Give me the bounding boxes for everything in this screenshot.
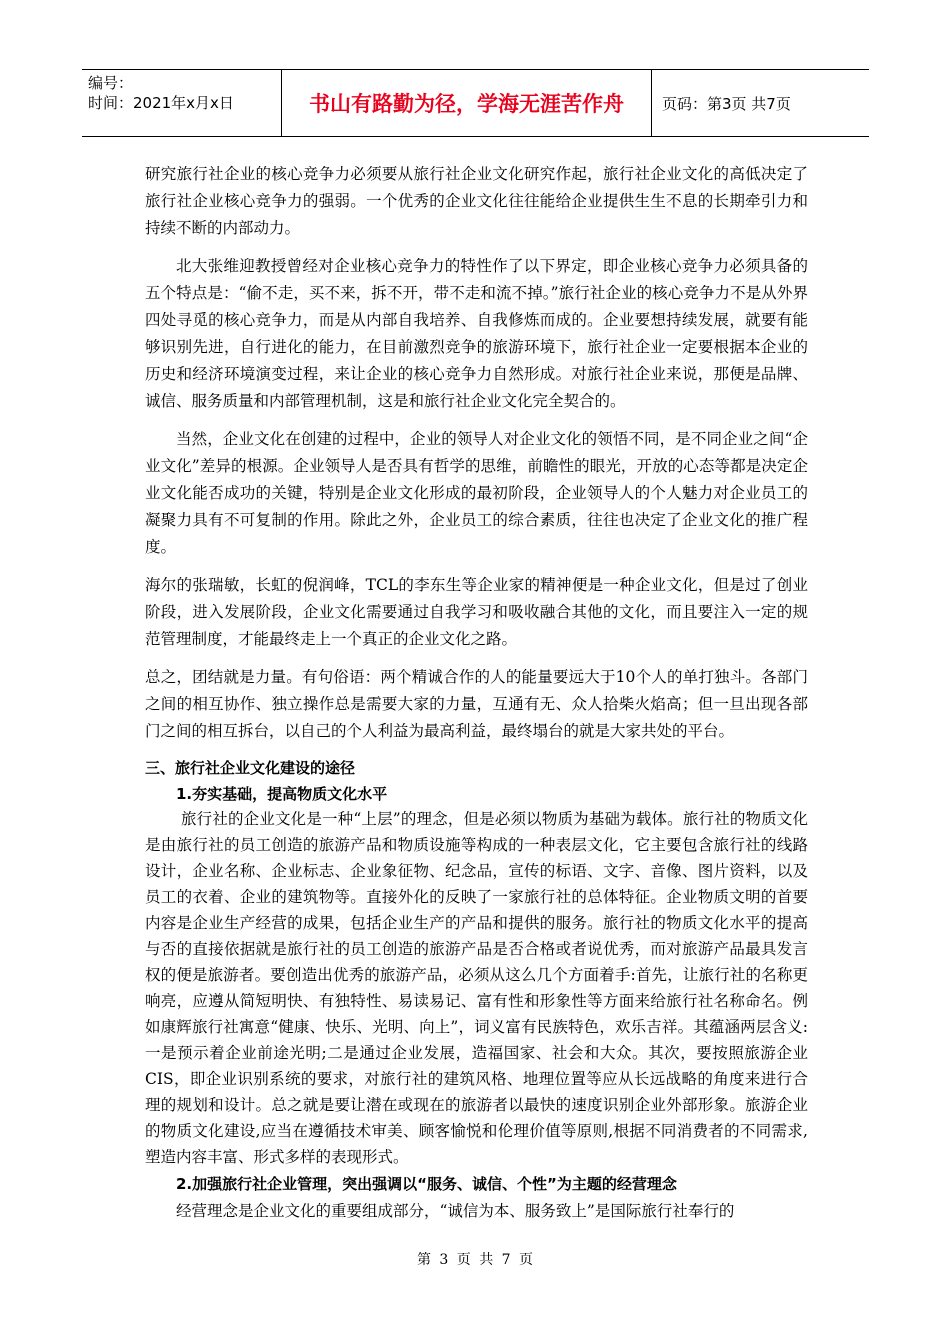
document-number-label: 编号： xyxy=(88,74,134,92)
paragraph: 研究旅行社企业的核心竞争力必须要从旅行社企业文化研究作起，旅行社企业文化的高低决定了旅行社企业核心竞争力的强弱。一个优秀的企业文化往往能给企业提供生生不息的长期牵引力和持续不断的内部动力。 xyxy=(145,165,808,237)
document-body xyxy=(145,161,808,1224)
paragraph: 北大张维迎教授曾经对企业核心竞争力的特性作了以下界定，即企业核心竞争力必须具备的五个特点是：“偷不走，买不来，拆不开，带不走和流不掉。”旅行社企业的核心竞争力不是从外界四处寻觅的核心竞争力，而是从内部自我培养、自我修炼而成的。企业要想持续发展，就要有能够识别先进，自行进化的能力，在目前激烈竞争的旅游环境下，旅行社企业一定要根据本企业的历史和经济环境演变过程，来让企业的核心竞争力自然形成。对旅行社企业来说，那便是品牌、诚信、服务质量和内部管理机制，这是和旅行社企业文化完全契合的。 xyxy=(145,257,808,410)
header-page-info: 页码：第3页 共7页 xyxy=(652,69,869,137)
paragraph: 经营理念是企业文化的重要组成部分，“诚信为本、服务致上”是国际旅行社奉行的 xyxy=(176,1202,735,1220)
header-table xyxy=(82,69,869,137)
header-meta-cell xyxy=(82,69,282,137)
section-heading: 三、旅行社企业文化建设的途径 xyxy=(145,759,356,777)
document-time-label: 时间：2021年x月x日 xyxy=(88,94,234,112)
paragraph: 当然，企业文化在创建的过程中，企业的领导人对企业文化的领悟不同，是不同企业之间“企业文化”差异的根源。企业领导人是否具有哲学的思维，前瞻性的眼光，开放的心态等都是决定企业文化能否成功的关键，特别是企业文化形成的最初阶段，企业领导人的个人魅力对企业员工的凝聚力具有不可复制的作用。除此之外，企业员工的综合素质，往往也决定了企业文化的推广程度。 xyxy=(145,430,808,556)
paragraph: 海尔的张瑞敏，长虹的倪润峰，TCL的李东生等企业家的精神便是一种企业文化，但是过了创业阶段，进入发展阶段，企业文化需要通过自我学习和吸收融合其他的文化，而且要注入一定的规范管理制度，才能最终走上一个真正的企业文化之路。 xyxy=(145,576,808,648)
page-footer: 第 3 页 共 7 页 xyxy=(416,1252,534,1268)
paragraph: 总之，团结就是力量。有句俗语：两个精诚合作的人的能量要远大于10个人的单打独斗。各部门之间的相互协作、独立操作总是需要大家的力量，互通有无、众人拾柴火焰高；但一旦出现各部门之间的相互拆台，以自己的个人利益为最高利益，最终塌台的就是大家共处的平台。 xyxy=(145,668,808,740)
subsection-heading: 1.夯实基础，提高物质文化水平 xyxy=(176,785,388,803)
paragraph: 旅行社的企业文化是一种“上层”的理念，但是必须以物质为基础为载体。旅行社的物质文化是由旅行社的员工创造的旅游产品和物质设施等构成的一种表层文化，它主要包含旅行社的线路设计，企业名称、企业标志、企业象征物、纪念品，宣传的标语、文字、音像、图片资料，以及员工的衣着、企业的建筑物等。直接外化的反映了一家旅行社的总体特征。企业物质文明的首要内容是企业生产经营的成果，包括企业生产的产品和提供的服务。旅行社的物质文化水平的提高与否的直接依据就是旅行社的员工创造的旅游产品是否合格或者说优秀，而对旅游产品最具发言权的便是旅游者。要创造出优秀的旅游产品，必须从这么几个方面着手:首先，让旅行社的名称更响亮，应遵从简短明快、有独特性、易读易记、富有性和形象性等方面来给旅行社名称命名。例如康辉旅行社寓意“健康、快乐、光明、向上”，词义富有民族特色，欢乐吉祥。其蕴涵两层含义:一是预示着企业前途光明;二是通过企业发展，造福国家、社会和大众。其次，要按照旅游企业CIS，即企业识别系统的要求，对旅行社的建筑风格、地理位置等应从长远战略的角度来进行合理的规划和设计。总之就是要让潜在或现在的旅游者以最快的速度识别企业外部形象。旅游企业的物质文化建设,应当在遵循技术审美、顾客愉悦和伦理价值等原则,根据不同消费者的不同需求,塑造内容丰富、形式多样的表现形式。 xyxy=(145,810,808,1166)
subsection-heading: 2.加强旅行社企业管理，突出强调以“服务、诚信、个性”为主题的经营理念 xyxy=(176,1175,677,1193)
header-motto: 书山有路勤为径，学海无涯苦作舟 xyxy=(282,69,652,137)
